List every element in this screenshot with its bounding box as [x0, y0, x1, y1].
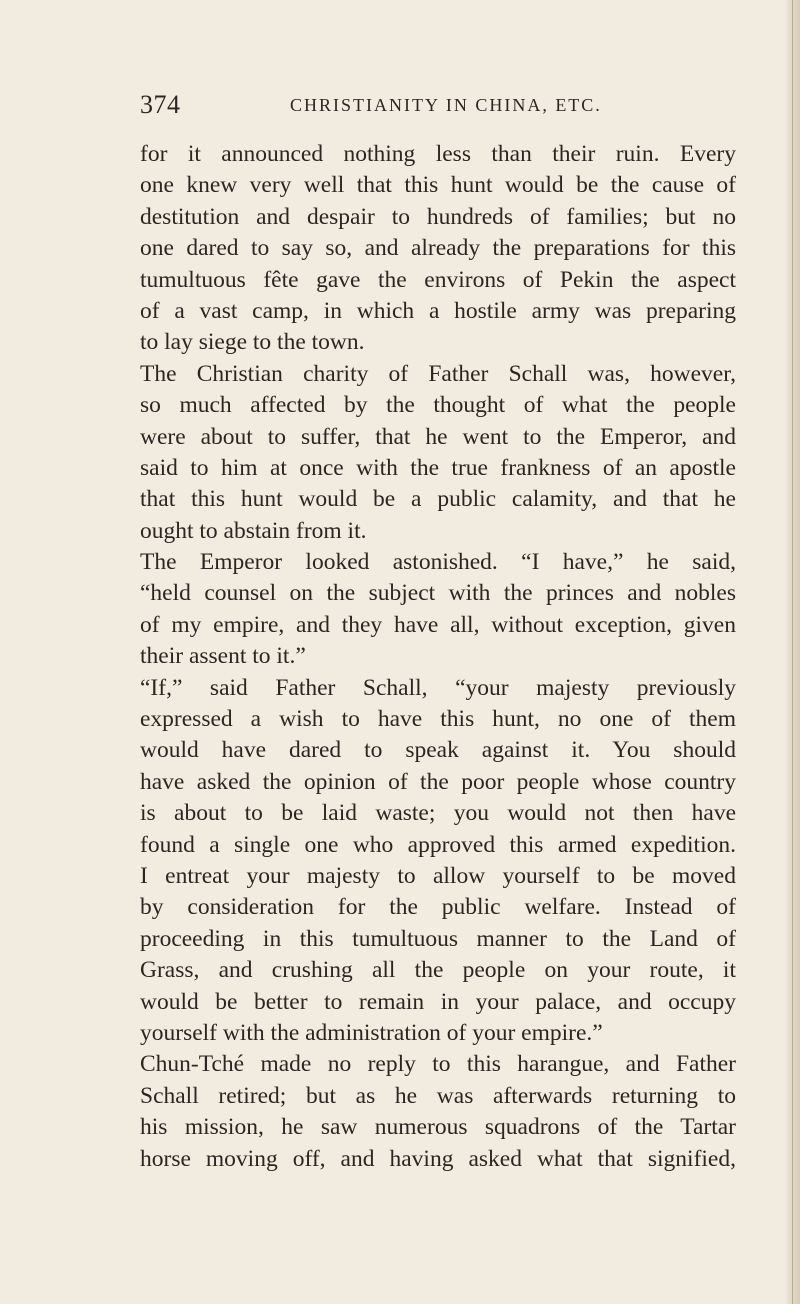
- text-line: I entreat your majesty to allow yourself to be moved: [140, 862, 736, 889]
- text-line: of my empire, and they have all, without exception, given: [140, 611, 736, 638]
- text-line: “held counsel on the subject with the princes and nobles: [140, 580, 736, 607]
- text-line: were about to suffer, that he went to the Emperor, and: [140, 423, 736, 450]
- page-number: 374: [140, 90, 181, 119]
- text-line: have asked the opinion of the poor people whose country: [140, 768, 736, 795]
- text-line: one knew very well that this hunt would be the cause of: [140, 172, 736, 199]
- text-line: one dared to say so, and already the preparations for this: [140, 235, 736, 262]
- page-header: [140, 90, 730, 120]
- text-line: would be better to remain in your palace, and occupy: [140, 988, 736, 1015]
- text-line: horse moving off, and having asked what that signified,: [140, 1145, 736, 1172]
- text-line: would have dared to speak against it. You should: [140, 737, 736, 764]
- text-line: that this hunt would be a public calamity, and that he: [140, 486, 736, 513]
- text-line: so much affected by the thought of what the people: [140, 392, 736, 419]
- text-line: said to him at once with the true frankness of an apostle: [140, 454, 736, 481]
- text-line: “If,” said Father Schall, “your majesty previously: [140, 674, 736, 701]
- text-line: their assent to it.”: [140, 643, 306, 670]
- text-line: tumultuous fête gave the environs of Pekin the aspect: [140, 266, 736, 293]
- text-line: expressed a wish to have this hunt, no one of them: [140, 706, 736, 733]
- text-line: of a vast camp, in which a hostile army was preparing: [140, 297, 736, 324]
- text-line: found a single one who approved this armed expedition.: [140, 831, 736, 858]
- running-title: CHRISTIANITY IN CHINA, ETC.: [290, 95, 602, 115]
- text-line: Grass, and crushing all the people on your route, it: [140, 957, 736, 984]
- text-line: is about to be laid waste; you would not then have: [140, 800, 736, 827]
- text-line: Chun-Tché made no reply to this harangue, and Father: [140, 1051, 736, 1078]
- page-edge-line: [792, 0, 793, 1304]
- body-text: [140, 139, 736, 1175]
- text-line: yourself with the administration of your empire.”: [140, 1019, 603, 1046]
- text-line: Schall retired; but as he was afterwards returning to: [140, 1082, 736, 1109]
- text-line: The Christian charity of Father Schall was, however,: [140, 360, 736, 387]
- page-edge: [786, 0, 800, 1304]
- text-line: for it announced nothing less than their ruin. Every: [140, 141, 736, 167]
- text-line: destitution and despair to hundreds of families; but no: [140, 203, 736, 230]
- text-line: ought to abstain from it.: [140, 517, 367, 544]
- text-line: by consideration for the public welfare. Instead of: [140, 894, 736, 921]
- text-line: to lay siege to the town.: [140, 329, 365, 356]
- text-line: The Emperor looked astonished. “I have,” he said,: [140, 549, 736, 576]
- text-line: his mission, he saw numerous squadrons of the Tartar: [140, 1114, 736, 1141]
- text-line: proceeding in this tumultuous manner to the Land of: [140, 925, 736, 952]
